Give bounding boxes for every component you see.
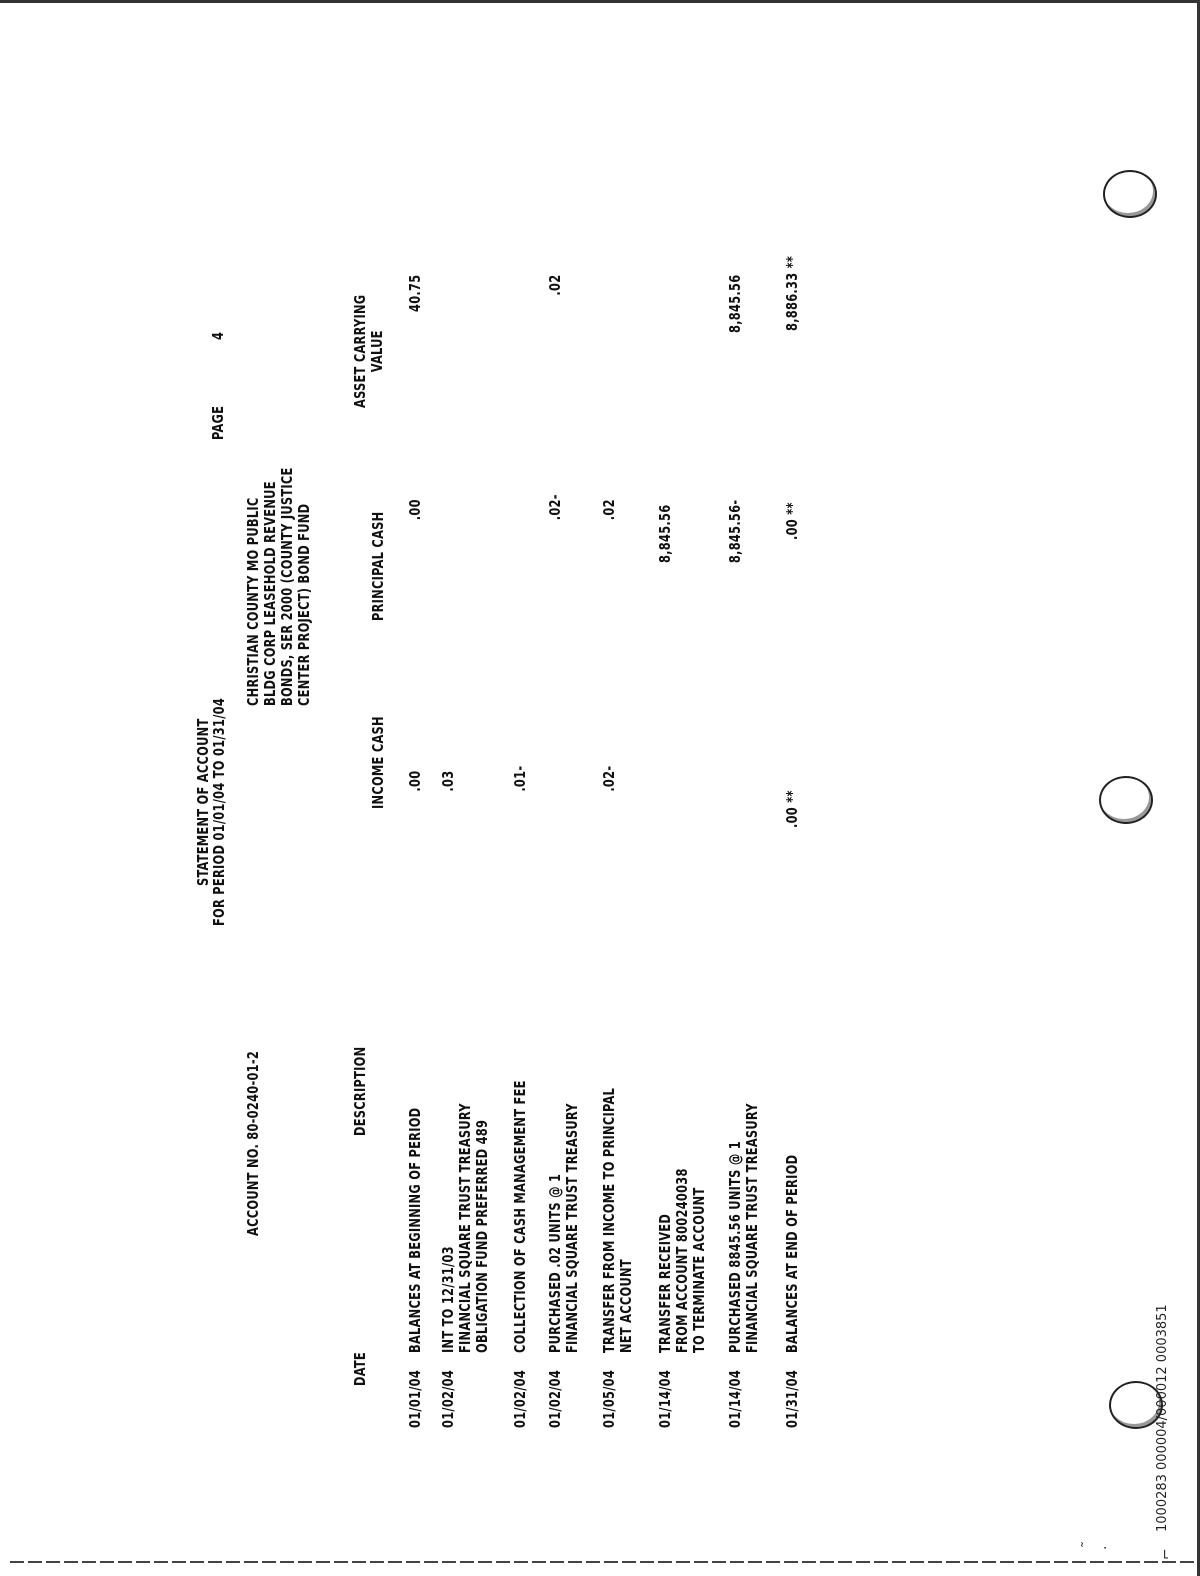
row-description: TRANSFER FROM INCOME TO PRINCIPAL NET ACCOUNT (600, 1087, 635, 1353)
row-description: PURCHASED .02 UNITS @ 1 FINANCIAL SQUARE TRUST TREASURY (546, 1103, 581, 1353)
row-asset-value: 8,845.56 (726, 274, 744, 333)
page-number: 4 (209, 331, 227, 340)
column-header-income-cash: INCOME CASH (369, 716, 387, 809)
row-income-cash: .00 (406, 770, 424, 792)
scan-mark: ˜ (1080, 1541, 1096, 1548)
row-date: 01/14/04 (656, 1369, 674, 1428)
row-income-cash: .01- (511, 765, 529, 792)
statement-period: FOR PERIOD 01/01/04 TO 01/31/04 (210, 697, 228, 926)
row-principal-cash: .02 (600, 499, 618, 521)
row-income-cash: .03 (439, 770, 457, 792)
row-asset-value: 40.75 (406, 274, 424, 312)
row-principal-cash: 8,845.56 (656, 504, 674, 563)
row-description: PURCHASED 8845.56 UNITS @ 1 FINANCIAL SQUARE TRUST TREASURY (726, 1103, 761, 1353)
row-date: 01/14/04 (726, 1369, 744, 1428)
column-header-description: DESCRIPTION (351, 1046, 369, 1136)
column-header-asset-carrying-value: ASSET CARRYING VALUE (351, 294, 386, 408)
row-principal-cash: 8,845.56- (726, 499, 744, 564)
scan-mark: ⌐ (1158, 1548, 1174, 1560)
row-date: 01/02/04 (439, 1369, 457, 1428)
row-asset-value: 8,886.33 ** (783, 255, 801, 331)
column-header-principal-cash: PRINCIPAL CASH (369, 511, 387, 621)
row-principal-cash: .02- (546, 494, 564, 521)
account-name: CHRISTIAN COUNTY MO PUBLIC BLDG CORP LEASEHOLD REVENUE BONDS, SER 2000 (COUNTY JUSTICE CENTER PROJECT) BOND FUND (244, 467, 313, 706)
row-income-cash: .02- (600, 765, 618, 792)
row-date: 01/31/04 (783, 1369, 801, 1428)
row-date: 01/01/04 (406, 1369, 424, 1428)
row-asset-value: .02 (546, 274, 564, 296)
statement-title: STATEMENT OF ACCOUNT (194, 718, 212, 886)
row-date: 01/05/04 (600, 1369, 618, 1428)
row-description: INT TO 12/31/03 FINANCIAL SQUARE TRUST TREASURY OBLIGATION FUND PREFERRED 489 (439, 1103, 491, 1353)
page-label: PAGE (209, 405, 227, 440)
row-description: BALANCES AT END OF PERIOD (783, 1154, 801, 1353)
row-description: COLLECTION OF CASH MANAGEMENT FEE (511, 1080, 529, 1353)
account-number: ACCOUNT NO. 80-0240-01-2 (244, 1050, 262, 1236)
scan-mark: · (1098, 1545, 1114, 1550)
row-date: 01/02/04 (546, 1369, 564, 1428)
batch-code: 1000283 000004/000012 0003851 (1155, 1304, 1170, 1532)
row-date: 01/02/04 (511, 1369, 529, 1428)
row-description: TRANSFER RECEIVED FROM ACCOUNT 800240038 TO TERMINATE ACCOUNT (656, 1168, 708, 1353)
column-header-date: DATE (351, 1352, 369, 1386)
row-income-cash: .00 ** (783, 790, 801, 828)
row-principal-cash: .00 (406, 499, 424, 521)
row-principal-cash: .00 ** (783, 502, 801, 540)
row-description: BALANCES AT BEGINNING OF PERIOD (406, 1107, 424, 1353)
